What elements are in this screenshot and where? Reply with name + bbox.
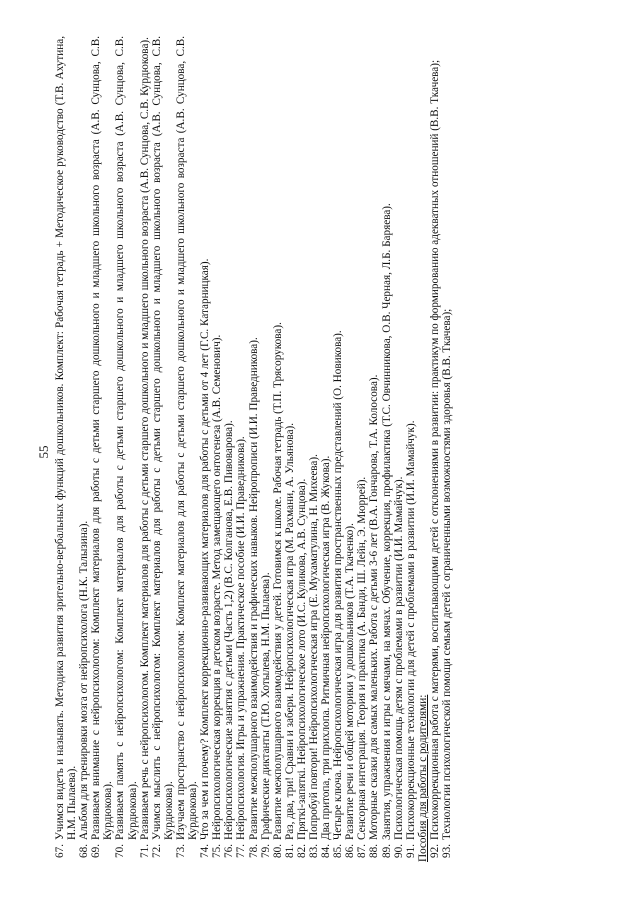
item-number: 70.: [114, 844, 127, 858]
item-text: Психологическая помощь детям с проблемами в развитии (И.И. Мамайчук).: [392, 476, 405, 840]
item-text: Нейропсихология. Игры и упражнения. Практическое пособие (И.И. Праведникова).: [235, 436, 248, 840]
item-text: Технологии психологической помощи семьям детей с ограниченными возможностями здоровья (В.В. Ткачева);: [441, 308, 453, 840]
item-text: Моторные сказки для самых маленьких. Работа с детьми 3-6 лет (В.А. Гончарова, Т.А. Колосова).: [368, 374, 381, 840]
item-number: 77.: [235, 844, 248, 858]
item-text: Занятия, упражнения и игры с мячами, на мячах. Обучение, коррекция, профилактика (Т.С. Овчинникова, О.В. Черная, Л.Б. Баряева).: [380, 203, 393, 840]
list-item: [114, 36, 138, 868]
list-item: [223, 36, 235, 868]
reference-list-main: [54, 36, 417, 868]
item-number: 90.: [392, 844, 405, 858]
list-item: [320, 36, 332, 868]
item-text: Развитие межполушарного взаимодействия у детей. Готовимся к школе. Рабочая тетрадь (Т.П. Трясорукова).: [271, 322, 284, 840]
item-text: Психокоррекционные технологии для детей с проблемами в развитии (И.И. Мамайчук).: [404, 420, 417, 840]
list-item: [381, 36, 393, 868]
item-number: 72.: [150, 844, 163, 858]
item-text: Изучаем пространство с нейропсихологом: Комплект материалов для работы с детьми старшего дошкольного и младшего школьного возраста (А.В. Сунцова, С.В. Курдюкова).: [174, 36, 200, 840]
list-item: [405, 36, 417, 868]
item-number: 87.: [356, 844, 369, 858]
list-item: [393, 36, 405, 868]
reference-list-parents: [429, 36, 453, 868]
item-number: 93.: [441, 844, 453, 858]
rotated-text-block: [36, 36, 596, 868]
item-text: Развитие межполушарного взаимодействия и графических навыков. Нейропрописи (И.И. Праведникова).: [247, 337, 260, 840]
item-text: Попробуй повтори! Нейропсихологическая игра (Е. Мухаматулина, Н. Михеева).: [307, 454, 320, 840]
list-item: [344, 36, 356, 868]
item-number: 79.: [259, 844, 272, 858]
list-item: [296, 36, 308, 868]
item-text: Раз, два, три! Сравни и забери. Нейропсихологическая игра (М. Рахмани, А. Ульянова).: [283, 422, 296, 840]
item-text: Графические диктанты (Т.Ю. Хотылева, Н.М. Пылаева).: [259, 572, 272, 840]
item-number: 78.: [247, 844, 260, 858]
list-item: [272, 36, 284, 868]
list-item: [175, 36, 199, 868]
item-number: 83.: [307, 844, 320, 858]
item-text: Нейропсихологическая коррекция в детском возрасте. Метод замещающего онтогенеза (А.В. Семенович).: [211, 334, 224, 840]
item-number: 92.: [428, 844, 441, 858]
list-item: [260, 36, 272, 868]
item-number: 80.: [271, 844, 284, 858]
item-text: Развиваем речь с нейропсихологом. Комплект материалов для работы с детьми старшего дошкольного и младшего школьного возраста (А.В. Сунцова, С.В. Курдюкова).: [138, 37, 151, 840]
item-text: Психокоррекционная работа с матерями, воспитывающими детей с отклонениями в развитии: практикум по формированию адекватных отношений (В.В. Ткачева);: [428, 59, 441, 840]
item-text: Учимся мыслить с нейропсихологом: Комплект материалов для работы с детьми старшего дошкольного и младшего школьного возраста (А.В. Сунцова, С.В. Курдюкова).: [150, 36, 175, 840]
item-number: 85.: [332, 844, 345, 858]
item-number: 86.: [344, 844, 357, 858]
item-number: 82.: [295, 844, 308, 858]
item-number: 88.: [368, 844, 381, 858]
list-item: [356, 36, 368, 868]
item-text: Развитие речи и общей моторики у дошкольников (Т.А. Ткаченко).: [344, 523, 357, 840]
section-heading: Пособия для работы с родителями:: [416, 694, 429, 862]
list-item: [54, 36, 78, 868]
list-item: [235, 36, 247, 868]
item-text: Развиваем память с нейропсихологом: Комплект материалов для работы с детьми старшего дошкольного и младшего школьного возраста (А.В. Сунцова, С.В. Курдюкова).: [114, 36, 139, 840]
item-number: 76.: [223, 844, 236, 858]
item-number: 84.: [320, 844, 333, 858]
list-item: [284, 36, 296, 868]
item-text: Учимся видеть и называть. Методика развития зрительно-вербальных функций дошкольников. Комплект: Рабочая тетрадь + Методическое руководство (Т.В. Ахутина, Н.М. Пылаева).: [54, 36, 79, 840]
list-item: [199, 36, 211, 868]
list-item: [441, 36, 453, 868]
item-text: Нейропсихологические занятия с детьми (Часть 1,2) (В.С. Колганова, Е.В. Пивоварова).: [223, 420, 236, 840]
list-item: [211, 36, 223, 868]
item-text: Развиваем внимание с нейропсихологом: Комплект материалов для работы с детьми старшего дошкольного и младшего школьного возраста (А.В. Сунцова, С.В. Курдюкова).: [90, 36, 115, 840]
page-number: 55: [36, 445, 51, 459]
item-number: 74.: [199, 844, 212, 858]
list-item: [308, 36, 320, 868]
item-number: 73.: [174, 844, 187, 858]
item-number: 68.: [78, 844, 91, 858]
item-number: 89.: [380, 844, 393, 858]
item-text: Сенсорная интеграция. Теория и практика (А. Банди, Ш. Лейн, Э. Мюррей).: [356, 476, 369, 840]
item-number: 91.: [404, 844, 417, 858]
list-item: [151, 36, 175, 868]
item-number: 67.: [54, 844, 66, 858]
reference-list: [54, 36, 453, 868]
list-item: [332, 36, 344, 868]
list-item: [90, 36, 114, 868]
list-item: [78, 36, 90, 868]
item-text: Пряткі-запяткі. Нейропсихологическое лото (И.С. Куликова, А.В. Сунцова).: [295, 478, 308, 840]
item-text: Альбом для тренировки мозга от нейропсихолога (Н.К. Талызина).: [78, 520, 91, 840]
item-number: 71.: [138, 844, 151, 858]
list-item: [368, 36, 380, 868]
item-text: Четыре ключа. Нейропсихологическая игра для развития пространственных представлений (О. Новикова).: [332, 330, 345, 840]
list-item: [248, 36, 260, 868]
list-item: [429, 36, 441, 868]
item-text: Что за чем и почему? Комплект коррекционно-развивающих материалов для работы с детьми от 4 лет (Г.С. Катарницкая).: [199, 258, 212, 840]
list-item: [139, 36, 151, 868]
item-number: 81.: [283, 844, 296, 858]
item-text: Два притопа, три прихлопа. Ритмичная нейропсихологическая игра (В. Жукова).: [320, 455, 333, 840]
item-number: 75.: [211, 844, 224, 858]
item-number: 69.: [90, 844, 103, 858]
